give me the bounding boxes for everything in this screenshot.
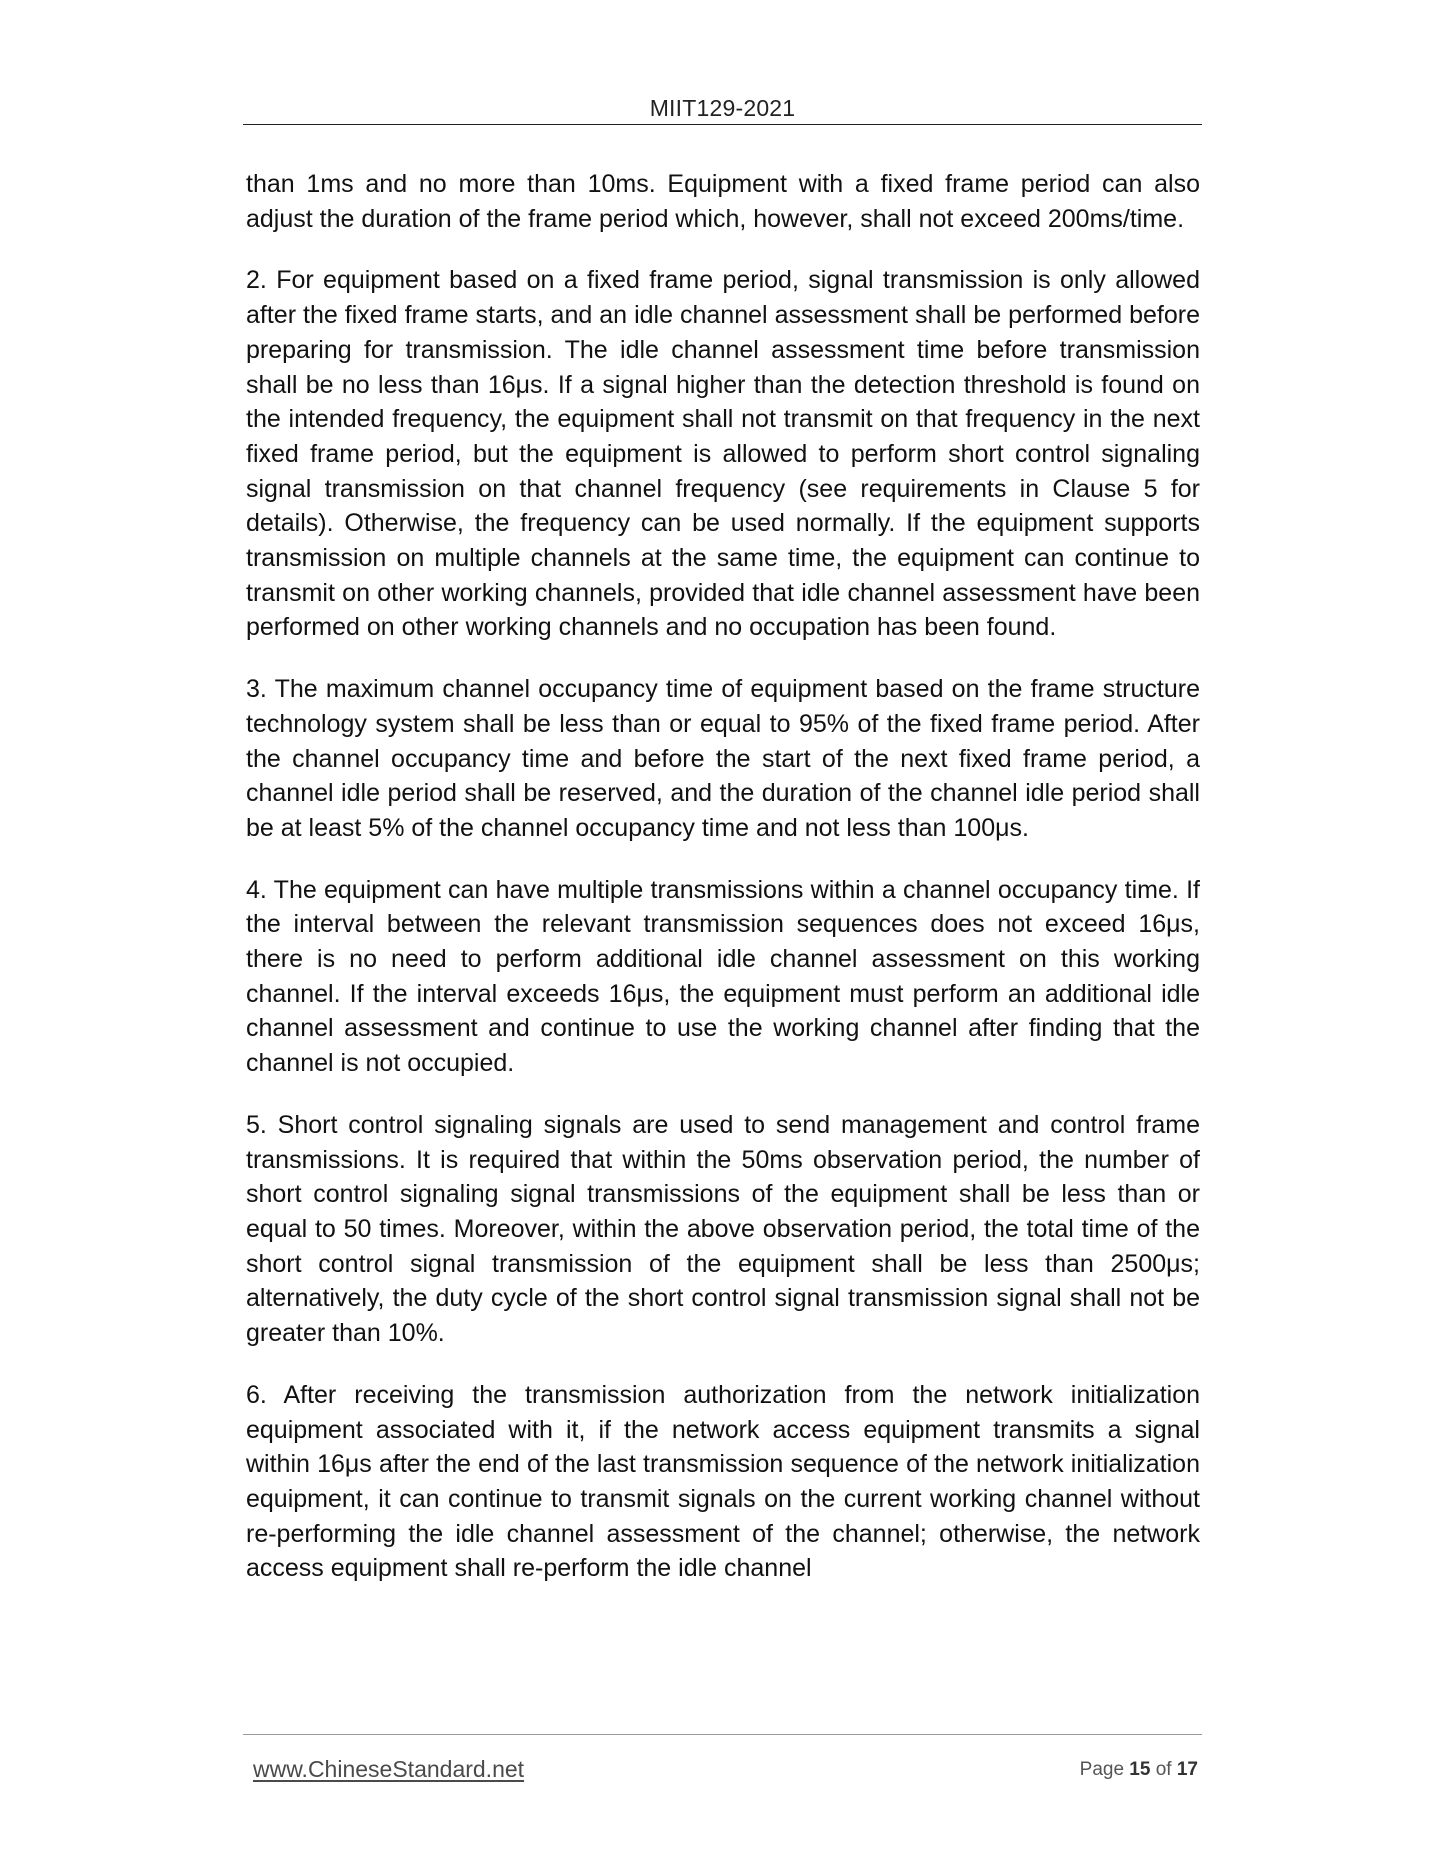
header-doc-id: MIIT129-2021: [649, 95, 796, 121]
page-number: [1080, 1759, 1198, 1781]
body-text: [246, 167, 1200, 1613]
paragraph-item-3: 3. The maximum channel occupancy time of equipment based on the frame structure technology system shall be less than or equal to 95% of the fixed frame period. After the channel occupancy time and before the start of the next fixed frame period, a channel idle period shall be reserved, and the duration of the channel idle period shall be at least 5% of the channel occupancy time and not less than 100μs.: [246, 675, 1200, 842]
paragraph-item-5: 5. Short control signaling signals are used to send management and control frame transmissions. It is required that within the 50ms observation period, the number of short control signaling signal transmissions of the equipment shall be less than or equal to 50 times. Moreover, within the above observation period, the total time of the short control signal transmission of the equipment shall be less than 2500μs; alternatively, the duty cycle of the short control signal transmission signal shall not be greater than 10%.: [246, 1110, 1200, 1348]
paragraph-item-2: 2. For equipment based on a fixed frame period, signal transmission is only allowed after the fixed frame starts, and an idle channel assessment shall be performed before preparing for transmission. The idle channel assessment time before transmission shall be no less than 16μs. If a signal higher than the detection threshold is found on the intended frequency, the equipment shall not transmit on that frequency in the next fixed frame period, but the equipment is allowed to perform short control signaling signal transmission on that channel frequency (see requirements in Clause 5 for details). Otherwise, the frequency can be used normally. If the equipment supports transmission on multiple channels at the same time, the equipment can continue to transmit on other working channels, provided that idle channel assessment have been performed on other working channels and no occupation has been found.: [246, 266, 1200, 642]
page-label: Page: [1079, 1759, 1125, 1780]
paragraph-item-6: 6. After receiving the transmission authorization from the network initialization equipment associated with it, if the network access equipment transmits a signal within 16μs after the end of the last transmission sequence of the network initialization equipment, it can continue to transmit signals on the current working channel without re-performing the idle channel assessment of the channel; otherwise, the network access equipment shall re-perform the idle channel: [246, 1380, 1200, 1583]
paragraph-item-4: 4. The equipment can have multiple transmissions within a channel occupancy time. If the interval between the relevant transmission sequences does not exceed 16μs, there is no need to perform additional idle channel assessment on this working channel. If the interval exceeds 16μs, the equipment must perform an additional idle channel assessment and continue to use the working channel after finding that the channel is not occupied.: [246, 875, 1200, 1078]
header-divider: [243, 124, 1202, 125]
page-current: 15: [1129, 1759, 1151, 1780]
paragraph-continuation: than 1ms and no more than 10ms. Equipment with a fixed frame period can also adjust the duration of the frame period which, however, shall not exceed 200ms/time.: [246, 170, 1200, 233]
footer-divider: [243, 1734, 1202, 1735]
page-of: of: [1155, 1759, 1172, 1780]
website-link[interactable]: www.ChineseStandard.net: [253, 1756, 525, 1782]
page-total: 17: [1176, 1759, 1198, 1780]
